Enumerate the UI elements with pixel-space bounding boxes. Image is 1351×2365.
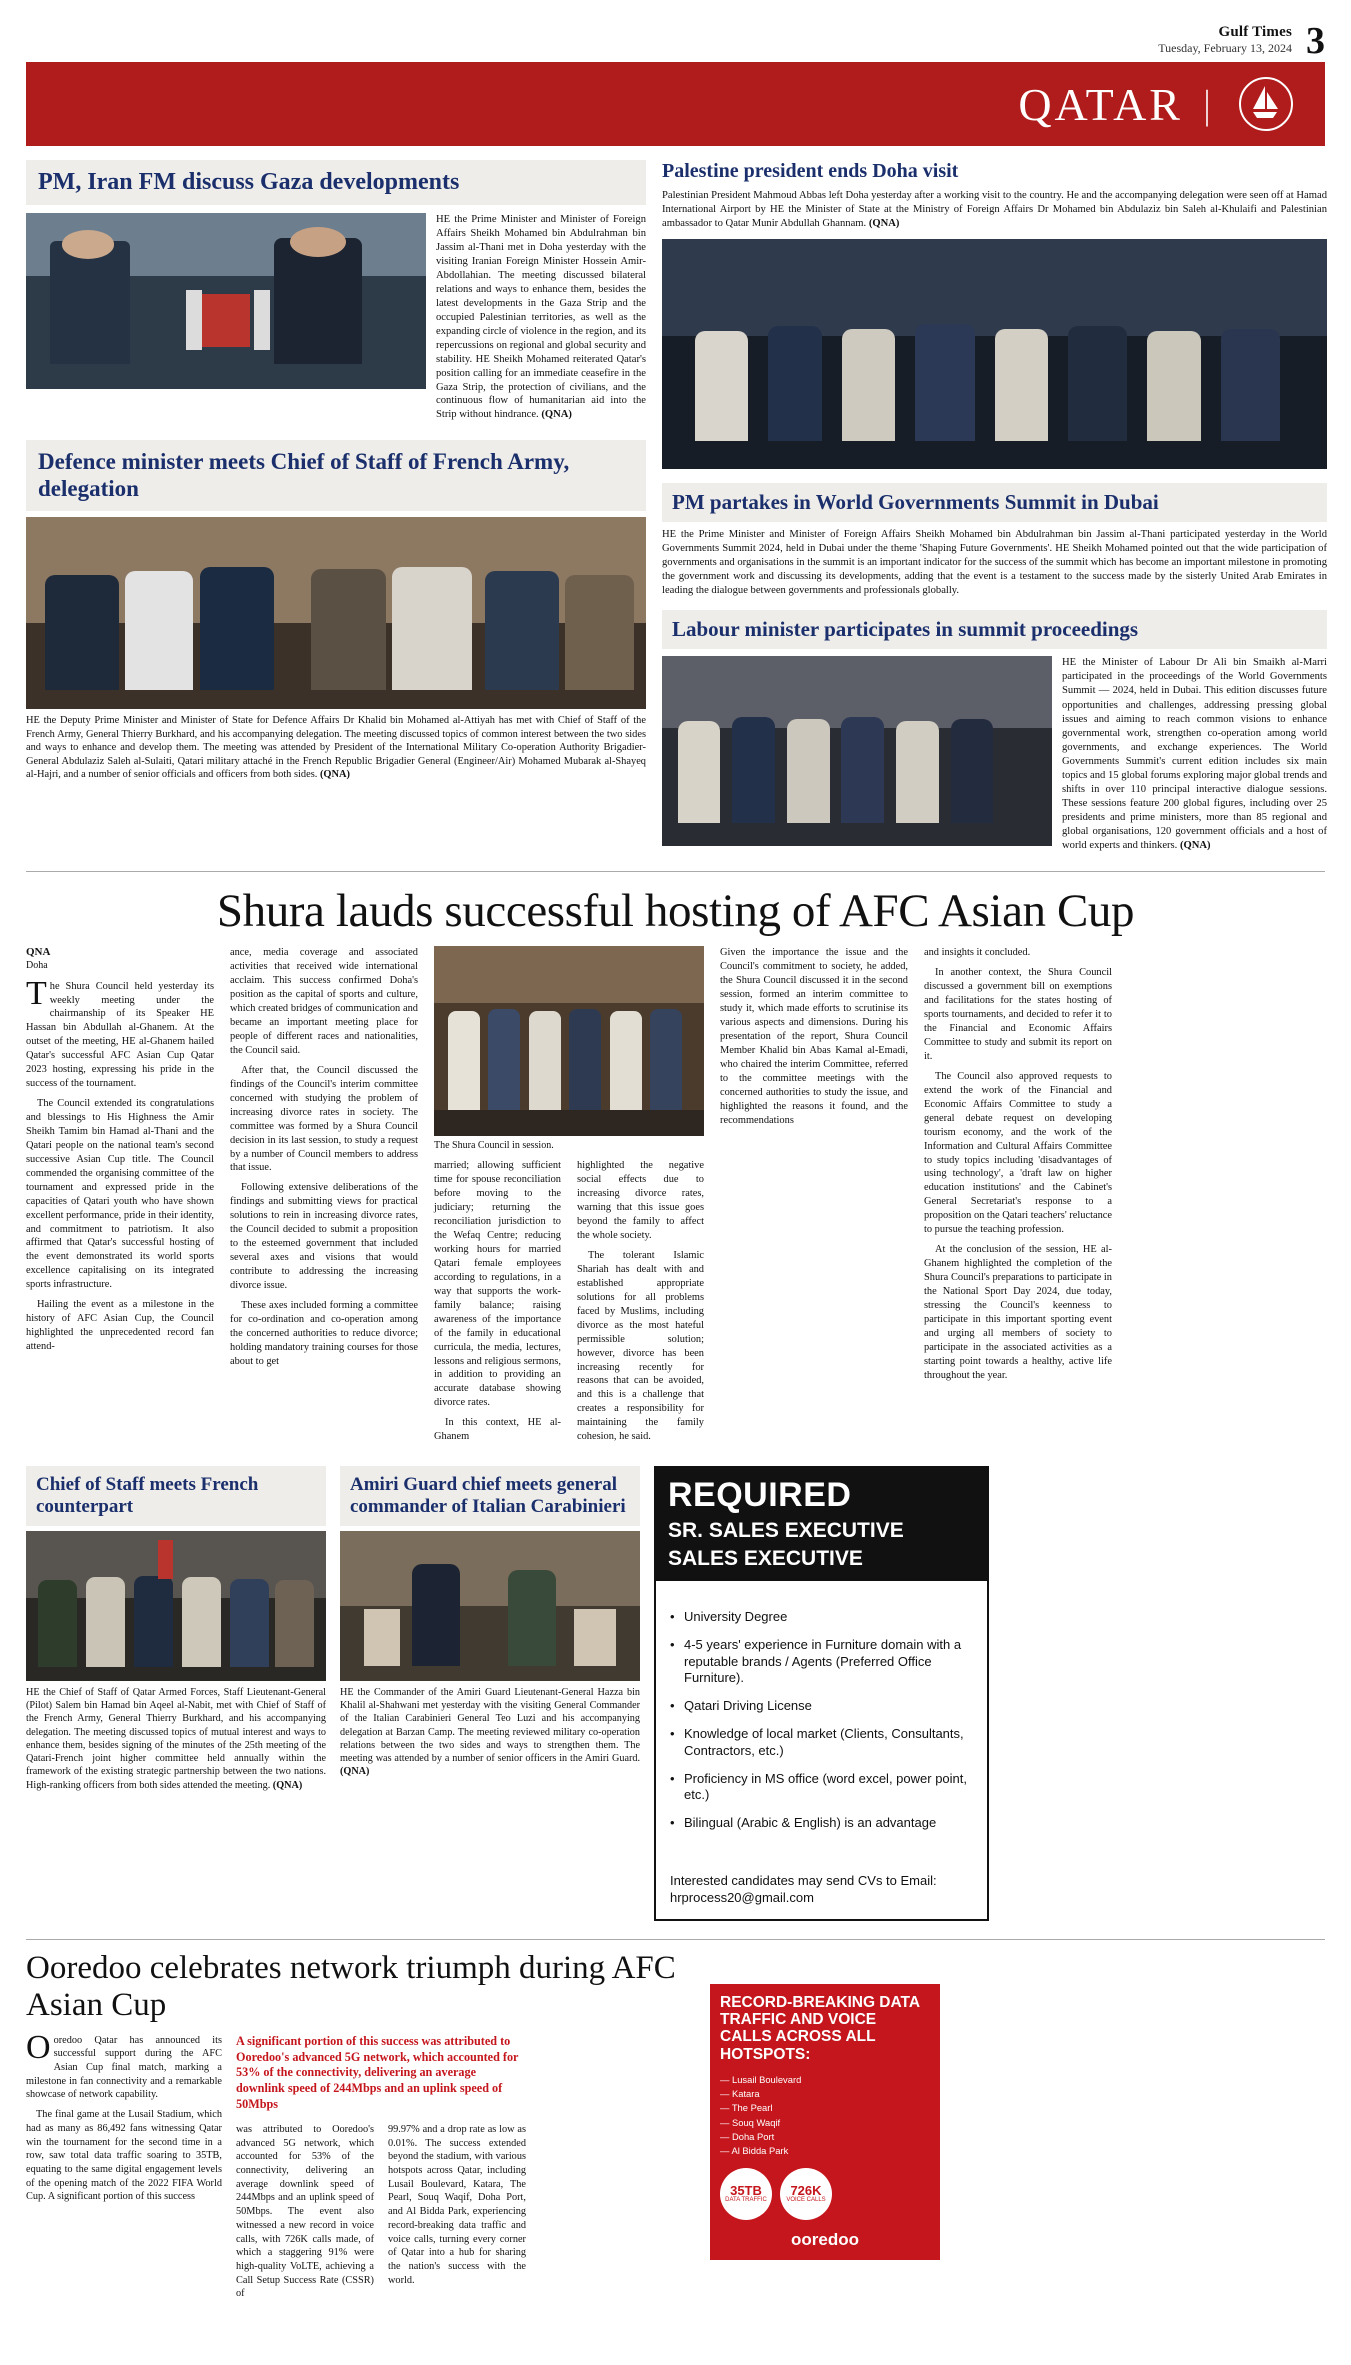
shura-c2-p2: After that, the Council discussed the findings of the Council's interim committee concerned with studying the problem of increasing divorce rates in society. The committee was formed by a Shura Council decision in its last session, to study a request by a number of Council members to address that issue. <box>230 1064 418 1174</box>
palestine-photo <box>662 239 1327 469</box>
hotspot-item: — Katara <box>720 2087 930 2101</box>
labour-body-text: HE the Minister of Labour Dr Ali bin Smaikh al-Marri participated in the proceedings of the World Governments Summit — 2024, held in Dubai. This edition discusses future opportunities and challenges, addressing pressing global issues and aiming to reach common visions to enhance governmental work, strengthen co-operation among world governments, and exchange experiences. The World Governments Summit's current edition includes six main topics and 15 global forums exploring major global trends and shifts in over 110 principal interactive dialogue sessions. These sessions feature 200 global figures, including over 25 presidents and prime ministers, more than 85 regional and global organisations, 120 government officials and a host of world experts and thinkers. <box>1062 657 1327 852</box>
hotspot-item: — Lusail Boulevard <box>720 2073 930 2087</box>
amiri-guard-headline: Amiri Guard chief meets general commander of Italian Carabinieri <box>350 1474 626 1517</box>
ad-requirement-item: • Bilingual (Arabic & English) is an advantage <box>670 1815 973 1831</box>
defence-caption-text: HE the Deputy Prime Minister and Minister of State for Defence Affairs Dr Khalid bin Mohamed al-Attiyah has met with Chief of Staff of the French Army, General Thierry Burkhard, and his accompanying delegation. The meeting discussed topics of common interest between the two sides and ways to enhance and develop them. The meeting was attended by President of the International Military Co-operation Authority Brigadier-General Abdulaziz Saleh al-Sulaiti, Qatari military attaché in the French Republic Brigadier General (Engineer/Air) Mohamed Mubarak al-Shayeq al-Hajri, and a number of senior officials and officers from both sides. <box>26 715 646 781</box>
top-news-region <box>26 160 1325 853</box>
pm-iran-article <box>26 213 646 423</box>
ad-role-standard: SALES EXECUTIVE <box>668 1547 863 1571</box>
shura-photo <box>434 946 704 1136</box>
ooredoo-highlight-block <box>236 2034 526 2307</box>
chief-staff-photo <box>26 1531 326 1681</box>
ad-requirement-item: • University Degree <box>670 1609 973 1625</box>
ooredoo-c2-p1: was attributed to Ooredoo's advanced 5G network, which accounted for 53% of the connectivity, delivering an average downlink speed of 244Mbps and an uplink speed of 50Mbps. The event also witnessed a new record in voice calls, with 726K calls made, of which a staggering 91% were high-quality VoLTE, achieving a Call Setup Success Rate (CSSR) of <box>236 2124 374 2300</box>
labour-headline-box <box>662 610 1327 649</box>
palestine-credit: (QNA) <box>868 217 900 229</box>
ooredoo-title: Ooredoo celebrates network triumph during AFC Asian Cup <box>26 1949 676 2023</box>
labour-credit: (QNA) <box>1179 840 1211 852</box>
defence-credit: (QNA) <box>319 769 350 781</box>
shura-column-6 <box>924 946 1112 1450</box>
stat-data-traffic <box>720 2168 772 2220</box>
shura-c5-p1: Given the importance the issue and the Council's commitment to society, he added, the Shura Council discussed it in the second session, formed an interim committee to study it, which made efforts to scrutinise its various aspects and dimensions. During his presentation of the report, Shura Council Member Khalid bin Abas Kamal al-Emadi, who chaired the interim Committee, referred to the committee meetings with the concerned authorities to study the issue, and highlighted the reasons it found, and the recommendations <box>720 947 908 1126</box>
banner-divider: | <box>1202 81 1211 127</box>
ooredoo-ad-title: RECORD-BREAKING DATA TRAFFIC AND VOICE CALLS ACROSS ALL <box>720 1993 920 2046</box>
issue-date: Tuesday, February 13, 2024 <box>1158 41 1292 55</box>
ad-requirement-item: • Qatari Driving License <box>670 1698 973 1714</box>
ad-requirements-list <box>656 1597 987 1852</box>
section-divider <box>26 871 1325 872</box>
shura-c6-p4: At the conclusion of the session, HE al-Ghanem highlighted the completion of the Shura Council's preparations to participate in the National Sport Day 2024, due today, stressing the Council's keenness to participate in this important sporting event and urging all members of society to participate in the associated activities as a starting point towards a healthy, active life throughout the year. <box>924 1244 1112 1381</box>
shura-column-5 <box>720 946 908 1450</box>
ooredoo-column-1 <box>26 2028 222 2307</box>
shura-c1-p3: Hailing the event as a milestone in the history of AFC Asian Cup, the Council highlighted the unprecedented record fan attend- <box>26 1299 214 1353</box>
stat-data-label: DATA TRAFFIC <box>725 2197 767 2204</box>
labour-photo <box>662 656 1052 846</box>
ooredoo-highlight: A significant portion of this success was attributed to Ooredoo's advanced 5G network, which accounted for 53% of the connectivity, delivering an average downlink speed of 244Mbps and an uplink speed of 50Mbps <box>236 2033 519 2112</box>
shura-c2-p4: These axes included forming a committee for co-ordination and co-operation among the concerned authorities to reduce divorce; holding mandatory training courses for those about to get <box>230 1299 418 1367</box>
ad-header <box>656 1468 987 1581</box>
ad-required-label: REQUIRED <box>668 1476 852 1515</box>
shura-title: Shura lauds successful hosting of AFC Asian Cup <box>216 885 1135 938</box>
hotspot-item: — Doha Port <box>720 2130 930 2144</box>
section-banner <box>26 62 1325 146</box>
ad-requirement-item: • 4-5 years' experience in Furniture domain with a reputable brands / Agents (Preferred Office Furniture). <box>670 1637 973 1686</box>
pm-iran-credit: (QNA) <box>541 409 572 421</box>
shura-c4-p2: The tolerant Islamic Shariah has dealt with and established appropriate solutions for all problems faced by Muslims, including divorce as the most hateful permissible solution; however, divorce has been increasing recently for reasons that can be avoided, and this is a challenge that creates a responsibility for maintaining the family cohesion, he said. <box>577 1250 704 1443</box>
shura-photo-block <box>434 946 704 1450</box>
shura-c6-p1: and insights it concluded. <box>924 947 1031 959</box>
amiri-guard-photo <box>340 1531 640 1681</box>
shura-column-1 <box>26 946 214 1450</box>
shura-c6-p3: The Council also approved requests to extend the work of the Financial and Economic Affairs Committee to study a general debate request on developing tourism economy, and the work of the Information and Cultural Affairs Committee to study topics including 'disadvantages of using technology', a 'draft law on higher education institutions' and the Cabinet's General Secretariat's response to a proposition on the Qatari teachers' reluctance to pursue the teaching profession. <box>924 1070 1112 1236</box>
ooredoo-column-2 <box>236 2123 374 2307</box>
stat-voice-label: VOICE CALLS <box>786 2197 826 2204</box>
defence-photo <box>26 517 646 709</box>
shura-byline-source: QNA <box>26 946 51 959</box>
masthead <box>26 0 1325 62</box>
amiri-guard-headline-box <box>340 1466 640 1526</box>
page-number: 3 <box>1306 19 1325 62</box>
palestine-body <box>662 189 1327 231</box>
ooredoo-stats <box>720 2168 930 2220</box>
amiri-guard-credit: (QNA) <box>340 1766 370 1778</box>
section-title: QATAR <box>1018 78 1183 130</box>
shura-column-3 <box>434 1159 561 1450</box>
shura-byline-city: Doha <box>26 959 48 971</box>
pm-dubai-headline: PM partakes in World Governments Summit in Dubai <box>672 489 1159 514</box>
ooredoo-logo: ooredoo <box>791 2229 859 2249</box>
stat-voice-value: 726K <box>790 2183 822 2199</box>
ad-role-senior: SR. SALES EXECUTIVE <box>668 1519 904 1543</box>
ooredoo-c1-p2: The final game at the Lusail Stadium, which had as many as 86,492 fans witnessing Qatar win the tournament for the second time in a row, saw total data traffic soaring to 35TB, equating to the same digital engagement levels of the opening match of the 2022 FIFA World Cup. A significant portion of this success <box>26 2109 222 2203</box>
shura-c1-p1: The Shura Council held yesterday its weekly meeting under the chairmanship of its Speaker HE Hassan bin Abdullah al-Ghanem. At the outset of the meeting, HE al-Ghanem hailed Qatar's successful AFC Asian Cup Qatar 2023 hosting, expressing his pride in the success of the tournament. <box>26 974 214 1090</box>
shura-byline <box>26 946 214 971</box>
shura-column-4 <box>577 1159 704 1450</box>
amiri-guard-caption <box>340 1686 640 1779</box>
ad-contact-info: Interested candidates may send CVs to Email: hrprocess20@gmail.com <box>670 1872 937 1906</box>
chief-staff-article <box>26 1466 326 1921</box>
pm-dubai-headline-box <box>662 483 1327 522</box>
ooredoo-article <box>26 2028 696 2307</box>
shura-c2-p1: ance, media coverage and associated activities that received wide international acclaim. This success confirmed Doha's position as the capital of sports and culture, which created bridges of communication and became an important meeting place for people of different races and nationalities, the Council said. <box>230 947 418 1056</box>
chief-staff-headline: Chief of Staff meets French counterpart <box>36 1474 259 1517</box>
pm-iran-headline: PM, Iran FM discuss Gaza developments <box>38 169 460 195</box>
stat-data-value: 35TB <box>730 2183 762 2199</box>
ad-requirement-item: • Knowledge of local market (Clients, Consultants, Contractors, etc.) <box>670 1726 973 1759</box>
dhow-logo-icon <box>1231 76 1301 132</box>
paper-name: Gulf Times <box>1218 24 1292 40</box>
palestine-headline-box <box>662 160 1327 183</box>
pm-dubai-body: HE the Prime Minister and Minister of Foreign Affairs Sheikh Mohamed bin Abdulrahman bin Jassim al-Thani participated yesterday in the World Governments Summit 2024, held in Dubai under the theme 'Shaping Future Governments'. HE Sheikh Mohamed pointed out that the wide participation of governments and organisations in the summit is an important indicator for the success of the summit which has become an important milestone in promoting the government work and discussing its developments, adding that the event is a testament to the success made by the sisterly United Arab Emirates in leading the dialogue between governments and professionals globally. <box>662 528 1327 597</box>
palestine-headline: Palestine president ends Doha visit <box>662 160 959 182</box>
palestine-body-text: Palestinian President Mahmoud Abbas left Doha yesterday after a working visit to the country. He and the accompanying delegation were seen off at Hamad International Airport by HE the Minister of State at the Ministry of Foreign Affairs Dr Mohamed bin Abdulaziz bin Saleh al-Khulaifi and Palestinian ambassador to Qatar Munir Abdullah Ghannam. <box>662 190 1327 229</box>
ooredoo-c3-p1: 99.97% and a drop rate as low as 0.01%. The success extended beyond the stadium, with various hotspots across Qatar, including Lusail Boulevard, Katara, The Pearl, Souq Waqif, Doha Port, and Al Bidda Park, experiencing record-breaking data traffic and voice calls, turning every corner of Qatar into a hub for sharing the nation's success with the world. <box>388 2124 526 2286</box>
hotspot-item: — The Pearl <box>720 2101 930 2115</box>
defence-caption <box>26 714 646 782</box>
hotspot-item: — Al Bidda Park <box>720 2144 930 2158</box>
shura-c4-p1: highlighted the negative social effects due to increasing divorce rates, warning that this issue goes beyond the family to affect the whole society. <box>577 1160 704 1242</box>
amiri-guard-caption-text: HE the Commander of the Amiri Guard Lieutenant-General Hazza bin Khalil al-Shahwani met yesterday with the visiting General Commander of the Italian Carabinieri General Teo Luzi and his accompanying delegation at Barzan Camp. The meeting reviewed military co-operation relations between the two sides and ways to strengthen them. The meeting was attended by a number of senior officers in the Amiri Guard. <box>340 1686 640 1765</box>
shura-photo-caption: The Shura Council in session. <box>434 1140 554 1152</box>
chief-staff-headline-box <box>26 1466 326 1526</box>
chief-staff-caption <box>26 1686 326 1792</box>
defence-headline-box <box>26 440 646 511</box>
shura-c2-p3: Following extensive deliberations of the findings and submitting views for practical solutions to rein in increasing divorce rates, the Council decided to submit a proposition to the esteemed government that included several axes and visions that would contribute to addressing the increasing divorce issue. <box>230 1182 418 1291</box>
labour-body <box>1062 656 1327 853</box>
hotspot-item: — Souq Waqif <box>720 2116 930 2130</box>
pm-iran-body-text: HE the Prime Minister and Minister of Foreign Affairs Sheikh Mohamed bin Abdulrahman bin Jassim al-Thani met in Doha yesterday with the visiting Iranian Foreign Minister Hossein Amir-Abdollahian. The meeting discussed bilateral relations and ways to enhance them, besides the latest developments in the Gaza Strip and the occupied Palestinian territories, as well as the expanding circle of violence in the region, and its repercussions on regional and global security and stability. HE Sheikh Mohamed reiterated Qatar's position calling for an immediate ceasefire in the Gaza Strip, the protection of civilians, and the continuous flow of humanitarian aid into the Strip without hindrance. <box>436 213 646 421</box>
chief-staff-caption-text: HE the Chief of Staff of Qatar Armed Forces, Staff Lieutenant-General (Pilot) Salem bin Hamad bin Aqeel al-Nabit, met with Chief of Staff of the French Army, General Thierry Burkhard, and his accompanying delegation. The meeting discussed topics of mutual interest and ways to enhance them, besides signing of the minutes of the 25th meeting of the Qatari-French joint higher committee held annually within the framework of the existing strategic partnership between the two nations. High-ranking officers from both sides attended the meeting. <box>26 1686 326 1791</box>
labour-article <box>662 656 1327 853</box>
chief-staff-credit: (QNA) <box>272 1779 303 1791</box>
labour-headline: Labour minister participates in summit proceedings <box>672 617 1139 642</box>
shura-c3-p1: married; allowing sufficient time for spouse reconciliation before moving to the judiciary; returning the reconciliation jurisdiction to the Wefaq Centre; reducing working hours for married Qatari female employees according to regulations, in a way that supports the work-family balance; raising awareness of the importance of the family in educational curricula, the media, lectures, lessons and religious sermons, in addition to providing an accurate database showing divorce rates. <box>434 1160 561 1409</box>
ooredoo-advert <box>710 1984 940 2260</box>
shura-article <box>26 946 1325 1450</box>
shura-c3-p2: In this context, HE al-Ghanem <box>434 1417 561 1443</box>
defence-headline: Defence minister meets Chief of Staff of French Army, delegation <box>38 449 570 501</box>
classified-ad <box>654 1466 989 1921</box>
ooredoo-column-3 <box>388 2123 526 2307</box>
ooredoo-ad-subtitle: HOTSPOTS: <box>720 2045 811 2063</box>
pm-iran-headline-box <box>26 160 646 205</box>
ooredoo-c1-p1: Ooredoo Qatar has announced its successful support during the AFC Asian Cup final match, marking a milestone in fan connectivity and a remarkable showcase of network capability. <box>26 2028 222 2101</box>
top-right-column <box>662 160 1327 853</box>
amiri-guard-article <box>340 1466 640 1921</box>
ooredoo-hotspot-list <box>720 2073 930 2158</box>
shura-c6-p2: In another context, the Shura Council discussed a government bill on exemptions and facilitations for the states hosting of sports tournaments, and decided to refer it to the Financial and Economic Affairs Committee to study and submit its report on it. <box>924 967 1112 1062</box>
shura-column-2 <box>230 946 418 1450</box>
ad-requirement-item: • Proficiency in MS office (word excel, power point, etc.) <box>670 1771 973 1804</box>
top-left-column <box>26 160 646 853</box>
stat-voice-calls <box>780 2168 832 2220</box>
shura-c1-p2: The Council extended its congratulations and blessings to His Highness the Amir Sheikh Tamim bin Hamad al-Thani and the Qatari people on the national team's second successive Asian Cup title. The Council commended the organising committee of the tournament and expressed pride in the capacities of Qatari youth who have shown excellent performance, pride in their identity, and commitment to patriotism. It also affirmed that Qatar's successful hosting of the event demonstrated its world sports excellence capitalising on its integrated sports infrastructure. <box>26 1098 214 1291</box>
lower-region <box>26 1466 1325 1921</box>
pm-iran-body <box>436 213 646 423</box>
pm-iran-photo <box>26 213 426 389</box>
